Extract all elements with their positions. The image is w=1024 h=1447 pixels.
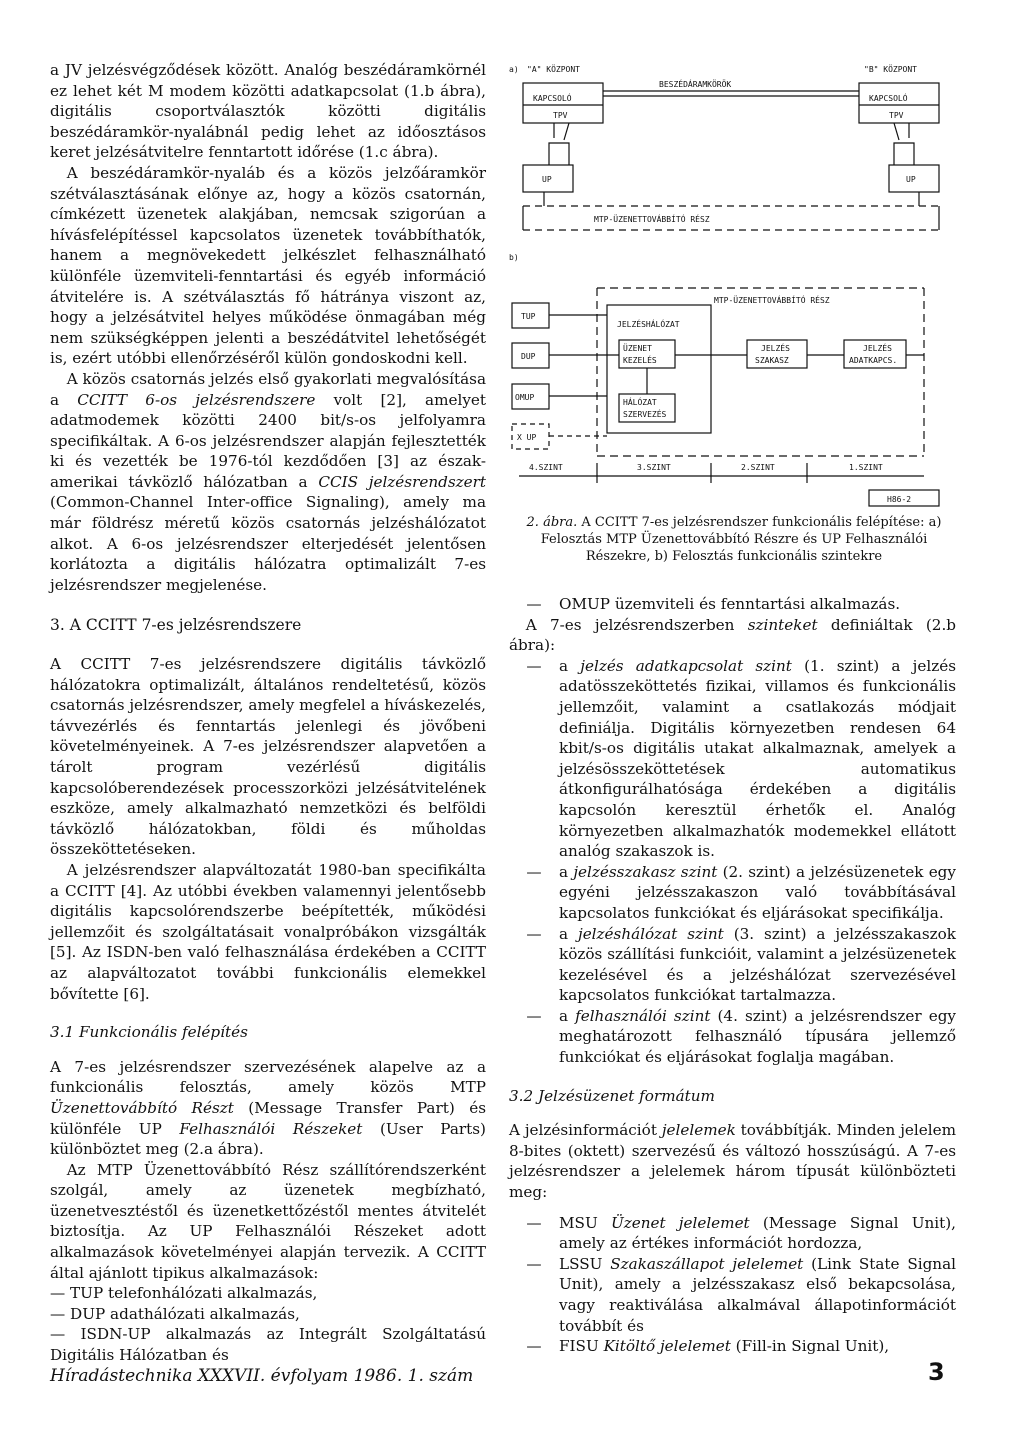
paragraph: Az MTP Üzenettovábbító Rész szállítórendszerként szolgál, amely az üzenetek megbízható, üzenetvesztéstől és üzenetkettőzéstől mentes átvitelét biztosítja. Az UP Felhasználói Részeket adott alkalmazások követelményei alapján tervezik. A CCITT által ajánlott tipikus alkalmazások: <box>50 1160 486 1282</box>
up-label-a: UP <box>542 175 552 184</box>
paragraph: A beszédáramkör-nyaláb és a közös jelzőáramkör szétválasztásának előnye az, hogy a közös csatornán, címkézett üzenetek alakjában, nemcsak szigorúan a hívásfelépítéssel kapcsolatos üzenetek továbbíthatók, hanem a megnövekedett jelkészlet felhasználható különféle üzemviteli-fenntartási és egyéb információ átvitelére is. A szétválasztás fő hátránya viszont az, hogy a jelzésátvitel helyes működése önmagában még nem szükségképpen jelenti a beszédátvitel lehetőségét is, ezért utóbbi ellenőrzéséről külön gondoskodni kell. <box>50 163 486 368</box>
section-heading: 3. A CCITT 7-es jelzésrendszere <box>50 616 302 635</box>
figure-2-diagram <box>509 58 959 513</box>
szint1-label: 1.SZINT <box>849 463 883 472</box>
subsection-heading: 3.1 Funkcionális felépítés <box>50 1023 248 1042</box>
szint3-label: 3.SZINT <box>637 463 671 472</box>
szakasz-label: SZAKASZ <box>755 356 789 365</box>
level-item: — a felhasználói szint (4. szint) a jelzésrendszer egy meghatározott felhasználó típusára jellemző funkciókat és eljárásokat foglalja magában. <box>509 1006 956 1068</box>
jelzes-label-1: JELZÉS <box>863 344 892 353</box>
application-list <box>50 1283 486 1365</box>
level-item: — a jelzéshálózat szint (3. szint) a jelzésszakaszok közös szállítási funkcióit, valamint a jelzésüzenetek kezelésével és a jelzéshálózat szervezésével kapcsolatos funkciókat tartalmazza. <box>509 924 956 1006</box>
b-kozpont-label: "B" KÖZPONT <box>864 65 917 74</box>
application-list-cont <box>509 594 956 615</box>
kapcsolo-label-a: KAPCSOLÓ <box>533 94 572 103</box>
figure-label-b: b) <box>509 253 519 262</box>
journal-footer: Híradástechnika XXXVII. évfolyam 1986. 1. szám <box>50 1366 474 1386</box>
figure-code-label: H86-2 <box>887 495 912 504</box>
paragraph: a JV jelzésvégződések között. Analóg beszédáramkörnél ez lehet két M modem közötti adatkapcsolat (1.b ábra), digitális csoportválasztók közötti digitális beszédáramkör-nyalábnál pedig lehet az időosztásos keret jelzésátvitelre fenntartott időrése (1.c ábra). <box>50 61 486 162</box>
list-item: — TUP telefonhálózati alkalmazás, <box>50 1283 486 1304</box>
list-item: — OMUP üzemviteli és fenntartási alkalmazás. <box>509 594 956 615</box>
unit-item: — LSSU Szakaszállapot jelelemet (Link State Signal Unit), amely a jelzésszakasz első bekapcsolása, vagy reaktiválása alkalmával állapotinformációt továbbít és <box>509 1254 956 1336</box>
jelzes-label-2: JELZÉS <box>761 344 790 353</box>
dup-label: DUP <box>521 352 536 361</box>
szervezes-label: SZERVEZÉS <box>623 410 667 419</box>
page-number: 3 <box>928 1358 945 1386</box>
level-item: — a jelzésszakasz szint (2. szint) a jelzésüzenetek egy egyéni jelzésszakaszon való továbbításával kapcsolatos funkciókat és eljárásokat specifikálja. <box>509 862 956 924</box>
figure-label-a: a) <box>509 65 519 74</box>
xup-label: X UP <box>517 433 537 442</box>
unit-item: — MSU Üzenet jelelemet (Message Signal Unit), amely az értékes információt hordozza, <box>509 1213 956 1254</box>
paragraph: A jelzésrendszer alapváltozatát 1980-ban specifikálta a CCITT [4]. Az utóbbi években valamennyi jelentősebb digitális kapcsolórendszerbe beépítették, működési jellemzőit és szolgáltatásait vonalpróbákon vizsgálták [5]. Az ISDN-ben való felhasználása érdekében a CCITT az alapváltozatot további funkcionális elemekkel bővítette [6]. <box>50 860 486 1003</box>
up-label-b: UP <box>906 175 916 184</box>
right-column <box>509 594 956 1357</box>
mtp-label-a: MTP-ÜZENETTOVÁBBÍTÓ RÉSZ <box>594 215 710 224</box>
tup-label: TUP <box>521 312 536 321</box>
szint2-label: 2.SZINT <box>741 463 775 472</box>
kezeles-label: KEZELÉS <box>623 356 657 365</box>
szint4-label: 4.SZINT <box>529 463 563 472</box>
omup-label: OMUP <box>515 393 535 402</box>
paragraph: A 7-es jelzésrendszer szervezésének alapelve az a funkcionális felosztás, amely közös MTP Üzenettovábbító Részt (Message Transfer Part) és különféle UP Felhasználói Részeket (User Parts) különböztet meg (2.a ábra). <box>50 1057 486 1159</box>
unit-item: — FISU Kitöltő jelelemet (Fill-in Signal Unit), <box>509 1336 956 1357</box>
paragraph: A CCITT 7-es jelzésrendszere digitális távközlő hálózatokra optimalizált, általános rendeltetésű, közös csatornás jelzésrendszer, amely megfelel a híváskezelés, távvezérlés és fenntartás jelenlegi és jövőbeni követelményeinek. A 7-es jelzésrendszer alapvetően a tárolt program vezérlésű digitális kapcsolóberendezések processzorközi jelzésátvitelének eszköze, amely alkalmazható nemzetközi és belföldi távközlő hálózatokban, földi és műholdas összeköttetéseken. <box>50 655 486 859</box>
uzenet-label: ÜZENET <box>623 344 652 353</box>
caption-number: 2. ábra. <box>526 515 578 530</box>
beszedaramkorok-label: BESZÉDÁRAMKÖRÖK <box>659 80 732 89</box>
paragraph: A 7-es jelzésrendszerben szinteket definiáltak (2.b ábra): <box>509 615 957 655</box>
list-item: — ISDN-UP alkalmazás az Integrált Szolgáltatású Digitális Hálózatban és <box>50 1324 486 1365</box>
caption-text: A CCITT 7-es jelzésrendszer funkcionális felépítése: a) Felosztás MTP Üzenettovábbító Részre és UP Felhasználói Részekre, b) Felosztás funkcionális szintekre <box>540 515 942 564</box>
level-item: — a jelzés adatkapcsolat szint (1. szint) a jelzés adatösszeköttetés fizikai, villamos és funkcionális jellemzőit, valamint a csatlakozás módjait definiálja. Digitális környezetben rendesen 64 kbit/s-os digitális utakat alkalmaznak, amelyek a jelzésösszeköttetések automatikus átkonfigurálhatósága érdekében a digitális kapcsolón keresztül érhetők el. Analóg környezetben alkalmazhatók modemekkel ellátott analóg szakaszok is. <box>509 656 956 862</box>
levels-list <box>509 656 956 1068</box>
a-kozpont-label: "A" KÖZPONT <box>527 65 580 74</box>
tpv-label-a: TPV <box>553 111 568 120</box>
jelzeshalozat-label: JELZÉSHÁLÓZAT <box>617 320 680 329</box>
paragraph: A közös csatornás jelzés első gyakorlati megvalósítása a CCITT 6-os jelzésrendszere volt [2], amelyet adatmodemek közötti 2400 bit/s-os jelfolyamra specifikáltak. A 6-os jelzésrendszer alapján fejlesztették ki és vezették be 1976-tól kezdődően [3] az észak-amerikai távközlő hálózatban a CCIS jelzésrendszert (Common-Channel Inter-office Signaling), amely ma már földrész méretű közös csatornás jelzéshálózatot alkot. A 6-os jelzésrendszer elterjedését jelentősen korlátozta a digitális hálózatra optimalizált 7-es jelzésrendszer megjelenése. <box>50 369 487 594</box>
subsection-heading: 3.2 Jelzésüzenet formátum <box>509 1086 715 1105</box>
figure-caption <box>509 514 959 565</box>
list-item: — DUP adathálózati alkalmazás, <box>50 1304 486 1325</box>
signal-unit-list <box>509 1213 956 1357</box>
adatkapcs-label: ADATKAPCS. <box>849 356 898 365</box>
mtp-label-b: MTP-ÜZENETTOVÁBBÍTÓ RÉSZ <box>714 296 830 305</box>
left-column <box>50 60 486 1366</box>
paragraph: A jelzésinformációt jelelemek továbbítják. Minden jelelem 8-bites (oktett) szervezésű és változó hosszúságú. A 7-es jelzésrendszer a jelelemek három típusát különbözteti meg: <box>509 1121 956 1202</box>
halozat-label: HÁLÓZAT <box>623 398 657 407</box>
kapcsolo-label-b: KAPCSOLÓ <box>869 94 908 103</box>
tpv-label-b: TPV <box>889 111 904 120</box>
